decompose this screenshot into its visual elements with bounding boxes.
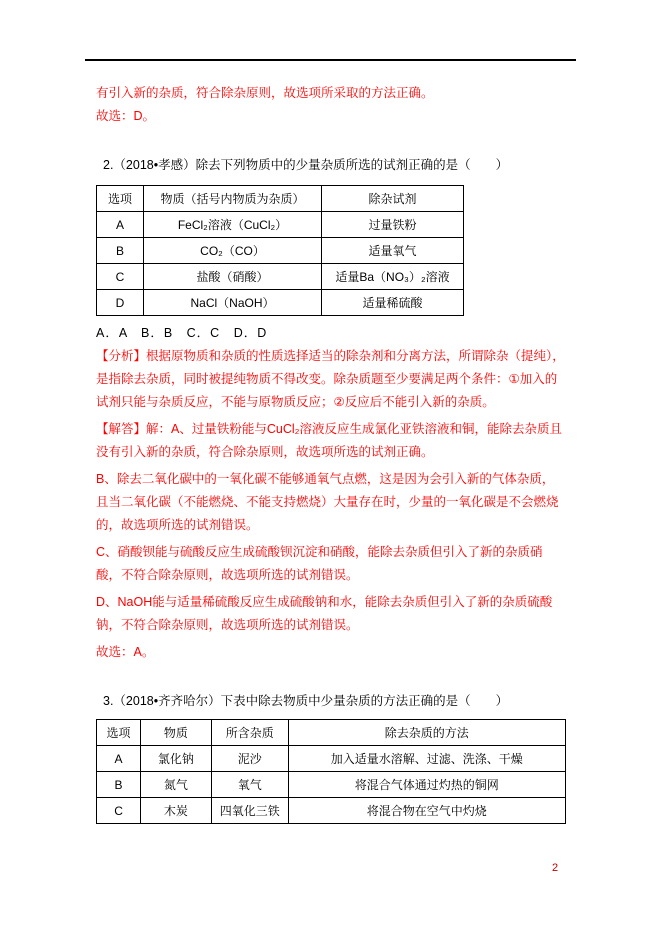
substance-cell: 氮气 bbox=[141, 772, 212, 798]
substance-cell: 木炭 bbox=[141, 798, 212, 824]
question2-table-head bbox=[97, 186, 464, 212]
table-row bbox=[97, 212, 464, 238]
reagent-cell: 适量稀硫酸 bbox=[322, 290, 464, 316]
table-header-cell: 选项 bbox=[97, 186, 144, 212]
substance-cell: CO₂（CO） bbox=[144, 238, 322, 264]
question3-table bbox=[96, 719, 566, 824]
reagent-cell: 适量Ba（NO₃）₂溶液 bbox=[322, 264, 464, 290]
table-row bbox=[97, 798, 566, 824]
option-cell: C bbox=[97, 264, 144, 290]
substance-cell: NaCl（NaOH） bbox=[144, 290, 322, 316]
table-header-cell: 物质（括号内物质为杂质） bbox=[144, 186, 322, 212]
impurity-cell: 氧气 bbox=[211, 772, 288, 798]
answer-conclusion-q1: 故选：D。 bbox=[96, 109, 156, 123]
table-row bbox=[97, 290, 464, 316]
question3-table-body bbox=[97, 746, 566, 824]
question2-stem: 2.（2018•孝感）除去下列物质中的少量杂质所选的试剂正确的是（ ） bbox=[103, 158, 509, 172]
question2-answer-d: D、NaOH能与适量稀硫酸反应生成硫酸钠和水，能除去杂质但引入了新的杂质硫酸钠，不符合除杂原则，故选项所选的试剂错误。 bbox=[96, 595, 553, 632]
table-header-row bbox=[97, 720, 566, 746]
header-rule bbox=[85, 59, 576, 61]
option-cell: B bbox=[97, 772, 141, 798]
table-row bbox=[97, 772, 566, 798]
question2-answer-c: C、硝酸钡能与硫酸反应生成硫酸钡沉淀和硝酸，能除去杂质但引入了新的杂质硝酸，不符合除杂原则，故选项所选的试剂错误。 bbox=[96, 545, 543, 582]
substance-cell: 氯化钠 bbox=[141, 746, 212, 772]
substance-cell: FeCl₂溶液（CuCl₂） bbox=[144, 212, 322, 238]
substance-cell: 盐酸（硝酸） bbox=[144, 264, 322, 290]
question2-answer-conclusion: 故选：A。 bbox=[96, 645, 155, 659]
question2-table bbox=[96, 185, 464, 316]
table-header-cell: 选项 bbox=[97, 720, 141, 746]
table-header-cell: 物质 bbox=[141, 720, 212, 746]
impurity-cell: 泥沙 bbox=[211, 746, 288, 772]
question2-answer-a: 【解答】解：A、过量铁粉能与CuCl₂溶液反应生成氯化亚铁溶液和铜，能除去杂质且没有引入新的杂质，符合除杂原则，故选项所选的试剂正确。 bbox=[96, 422, 562, 459]
question2-table-body bbox=[97, 212, 464, 316]
question2-analysis: 【分析】根据原物质和杂质的性质选择适当的除杂剂和分离方法，所谓除杂（提纯），是指除去杂质，同时被提纯物质不得改变。除杂质题至少要满足两个条件：①加入的试剂只能与杂质反应，不能与原物质反应；②反应后不能引入新的杂质。 bbox=[96, 349, 565, 409]
reagent-cell: 过量铁粉 bbox=[322, 212, 464, 238]
question2-choices: A．A B．B C．C D．D bbox=[96, 326, 268, 340]
table-row bbox=[97, 238, 464, 264]
option-cell: C bbox=[97, 798, 141, 824]
table-header-cell: 除去杂质的方法 bbox=[288, 720, 565, 746]
method-cell: 将混合气体通过灼热的铜网 bbox=[288, 772, 565, 798]
question3-table-head bbox=[97, 720, 566, 746]
impurity-cell: 四氧化三铁 bbox=[211, 798, 288, 824]
option-cell: A bbox=[97, 746, 141, 772]
method-cell: 将混合物在空气中灼烧 bbox=[288, 798, 565, 824]
question2-answer-b: B、除去二氧化碳中的一氧化碳不能够通氧气点燃，这是因为会引入新的气体杂质，且当二氧化碳（不能燃烧、不能支持燃烧）大量存在时，少量的一氧化碳是不会燃烧的，故选项所选的试剂错误。 bbox=[96, 472, 559, 532]
carryover-text: 有引入新的杂质，符合除杂原则，故选项所采取的方法正确。 bbox=[96, 86, 434, 100]
table-header-cell: 所含杂质 bbox=[211, 720, 288, 746]
table-header-row bbox=[97, 186, 464, 212]
method-cell: 加入适量水溶解、过滤、洗涤、干燥 bbox=[288, 746, 565, 772]
page-number: 2 bbox=[552, 862, 559, 874]
table-header-cell: 除杂试剂 bbox=[322, 186, 464, 212]
option-cell: D bbox=[97, 290, 144, 316]
table-row bbox=[97, 746, 566, 772]
reagent-cell: 适量氧气 bbox=[322, 238, 464, 264]
question3-stem: 3.（2018•齐齐哈尔）下表中除去物质中少量杂质的方法正确的是（ ） bbox=[103, 694, 509, 708]
document-content bbox=[96, 82, 566, 824]
table-row bbox=[97, 264, 464, 290]
option-cell: B bbox=[97, 238, 144, 264]
option-cell: A bbox=[97, 212, 144, 238]
